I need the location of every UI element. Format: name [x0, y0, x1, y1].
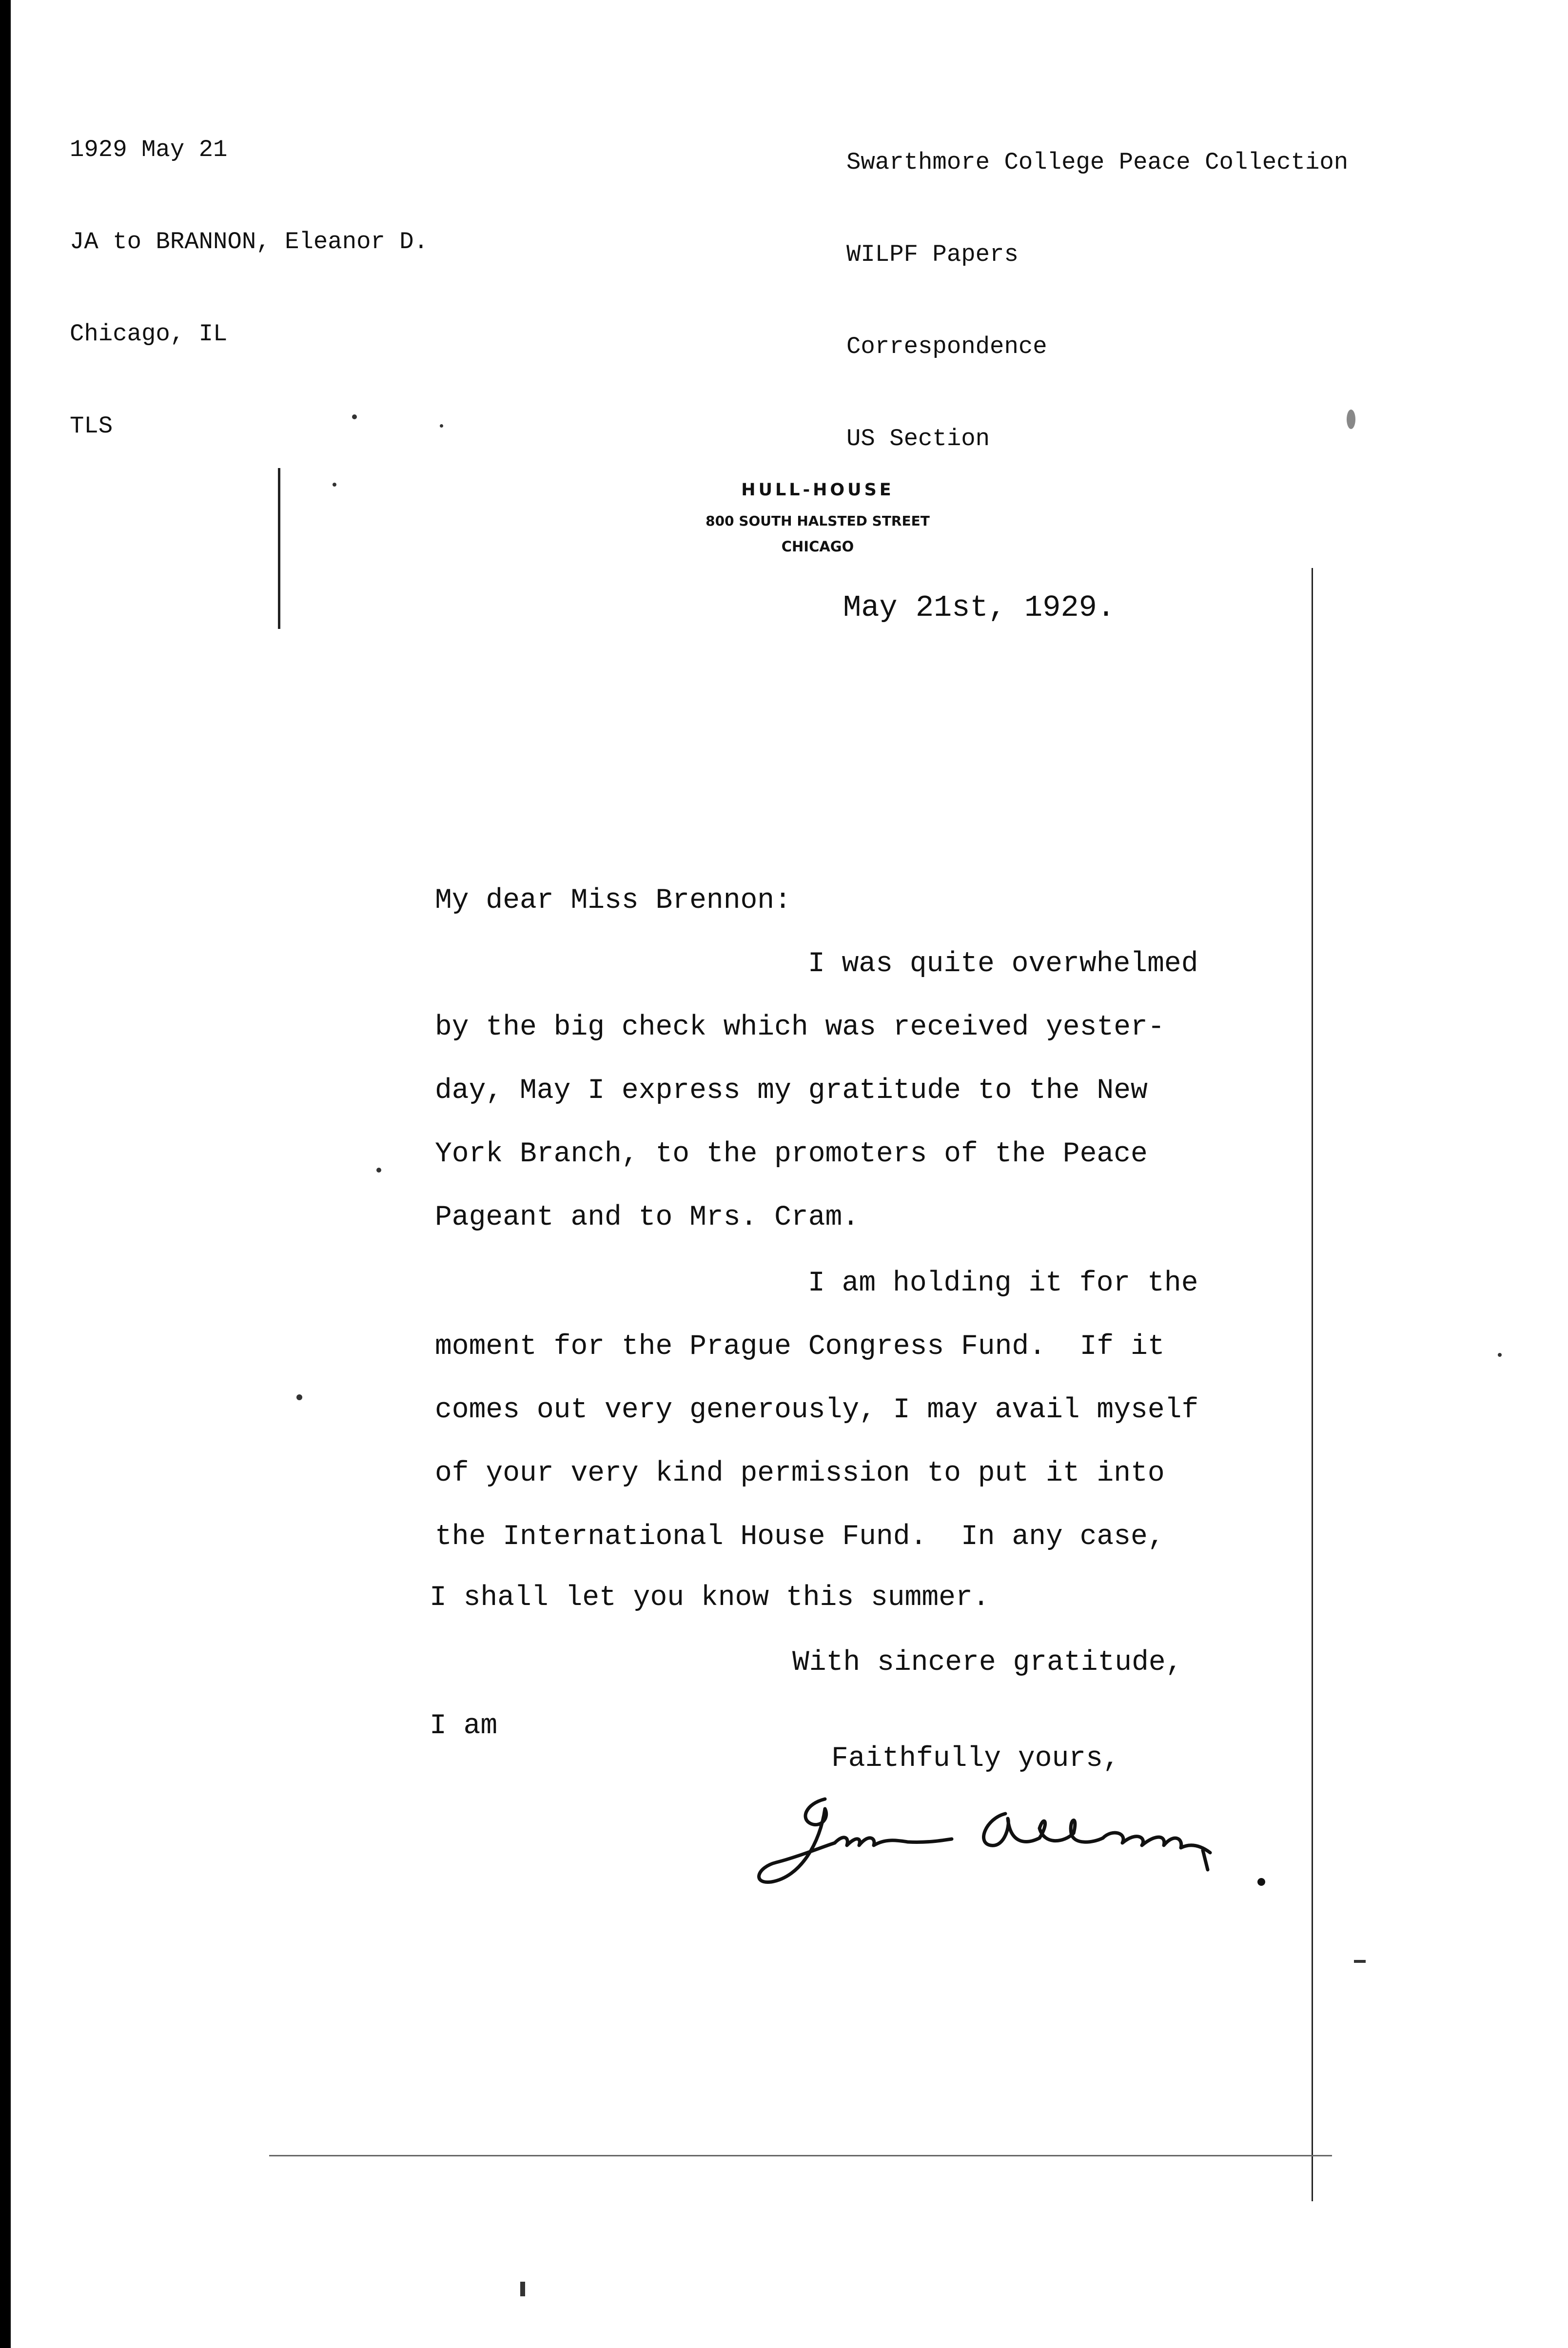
left-margin-mark — [278, 468, 280, 629]
catalog-correspondents: JA to BRANNON, Eleanor D. — [70, 228, 429, 255]
page-number-mark — [1347, 410, 1355, 429]
catalog-type: TLS — [70, 412, 113, 440]
letter-date: May 21st, 1929. — [843, 590, 1116, 625]
speck — [376, 1168, 381, 1173]
closing-i-am: I am — [430, 1710, 498, 1742]
body-line: of your very kind permission to put it into — [435, 1458, 1165, 1489]
signature-image — [752, 1784, 1288, 1911]
catalog-right-block — [846, 86, 1348, 516]
body-line: York Branch, to the promoters of the Peace — [435, 1138, 1148, 1170]
body-line: I am holding it for the — [808, 1268, 1198, 1299]
collection-name: Swarthmore College Peace Collection — [846, 149, 1349, 176]
closing-faithfully: Faithfully yours, — [831, 1743, 1120, 1775]
letterhead-name: HULL-HOUSE — [741, 480, 894, 500]
body-line: I shall let you know this summer. — [430, 1582, 990, 1614]
catalog-place: Chicago, IL — [70, 320, 228, 348]
collection-series: Correspondence — [846, 333, 1047, 360]
body-line: day, May I express my gratitude to the New — [435, 1075, 1148, 1107]
closing-gratitude: With sincere gratitude, — [792, 1647, 1183, 1679]
letterhead-street: 800 SOUTH HALSTED STREET — [706, 513, 930, 529]
body-line: moment for the Prague Congress Fund. If it — [435, 1331, 1165, 1363]
speck — [1354, 1960, 1366, 1963]
body-line: by the big check which was received yester- — [435, 1012, 1165, 1043]
collection-section: US Section — [846, 425, 990, 452]
speck — [296, 1394, 302, 1400]
right-margin-line — [1312, 568, 1313, 2201]
document-page — [11, 0, 1568, 2348]
speck — [1498, 1353, 1502, 1357]
speck — [352, 414, 357, 419]
catalog-date: 1929 May 21 — [70, 136, 228, 163]
body-line: Pageant and to Mrs. Cram. — [435, 1202, 860, 1233]
catalog-left-block — [70, 73, 428, 503]
speck — [333, 483, 336, 487]
body-line: the International House Fund. In any case, — [435, 1521, 1165, 1553]
letterhead-city: CHICAGO — [781, 538, 854, 555]
speck — [520, 2282, 525, 2296]
letter-salutation: My dear Miss Brennon: — [435, 885, 791, 917]
bottom-rule — [269, 2155, 1332, 2156]
collection-papers: WILPF Papers — [846, 241, 1019, 268]
body-line: comes out very generously, I may avail myself — [435, 1394, 1199, 1426]
speck — [440, 424, 443, 428]
body-line: I was quite overwhelmed — [808, 948, 1198, 980]
